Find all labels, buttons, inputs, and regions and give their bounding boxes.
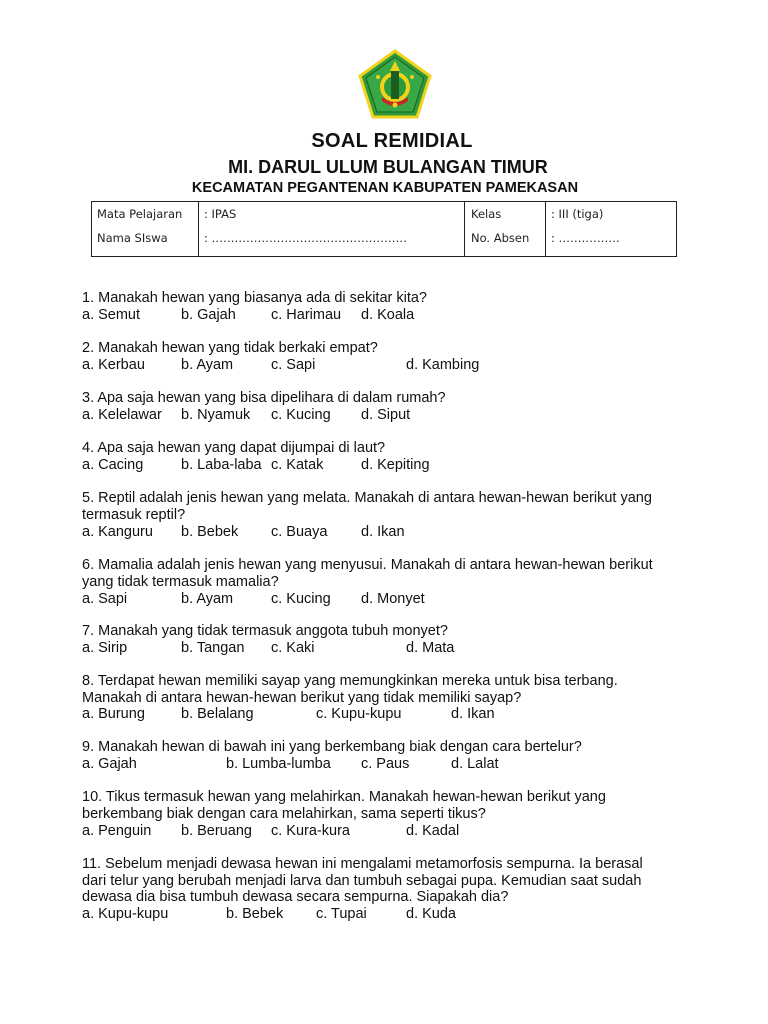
- q3-option-b: b. Nyamuk: [181, 407, 251, 423]
- subject-value: : IPAS: [204, 207, 237, 221]
- question-8-text-line2: Manakah di antara hewan-hewan berikut yang tidak memiliki sayap?: [82, 690, 522, 706]
- question-5-text: 5. Reptil adalah jenis hewan yang melata. Manakah di antara hewan-hewan berikut yang: [82, 490, 652, 506]
- school-name: MI. DARUL ULUM BULANGAN TIMUR: [228, 157, 548, 177]
- q1-option-a: a. Semut: [82, 307, 141, 323]
- question-8-text: 8. Terdapat hewan memiliki sayap yang memungkinkan mereka untuk bisa terbang.: [82, 673, 618, 689]
- q8-option-d: d. Ikan: [451, 706, 495, 722]
- q3-option-c: c. Kucing: [271, 407, 331, 423]
- q6-option-a: a. Sapi: [82, 591, 128, 607]
- question-10-text: 10. Tikus termasuk hewan yang melahirkan. Manakah hewan-hewan berikut yang: [82, 789, 606, 805]
- question-11-text-line2: dari telur yang berubah menjadi larva dan tumbuh sebagai pupa. Kemudian saat sudah: [82, 873, 642, 889]
- absen-value: : …………….: [551, 231, 620, 245]
- q11-option-d: d. Kuda: [406, 906, 456, 922]
- q6-option-c: c. Kucing: [271, 591, 331, 607]
- q1-option-c: c. Harimau: [271, 307, 342, 323]
- question-4-text: 4. Apa saja hewan yang dapat dijumpai di laut?: [82, 440, 386, 456]
- q11-option-c: c. Tupai: [316, 906, 367, 922]
- class-label: Kelas: [471, 207, 502, 221]
- q7-option-b: b. Tangan: [181, 640, 245, 656]
- question-11-text: 11. Sebelum menjadi dewasa hewan ini mengalami metamorfosis sempurna. Ia berasal: [82, 856, 643, 872]
- q5-option-b: b. Bebek: [181, 524, 239, 540]
- q7-option-c: c. Kaki: [271, 640, 315, 656]
- q8-option-a: a. Burung: [82, 706, 145, 722]
- q10-option-b: b. Beruang: [181, 823, 252, 839]
- q10-option-c: c. Kura-kura: [271, 823, 350, 839]
- q2-option-c: c. Sapi: [271, 357, 316, 373]
- q4-option-d: d. Kepiting: [361, 457, 430, 473]
- q4-option-a: a. Cacing: [82, 457, 144, 473]
- q8-option-b: b. Belalang: [181, 706, 254, 722]
- page-title: SOAL REMIDIAL: [311, 130, 473, 152]
- q3-option-a: a. Kelelawar: [82, 407, 162, 423]
- q9-option-a: a. Gajah: [82, 756, 137, 772]
- q2-option-d: d. Kambing: [406, 357, 480, 373]
- q3-option-d: d. Siput: [361, 407, 411, 423]
- name-value: : ……………………………………………: [204, 231, 408, 245]
- q9-option-c: c. Paus: [361, 756, 410, 772]
- school-emblem-icon: [358, 49, 432, 119]
- q4-option-b: b. Laba-laba: [181, 457, 262, 473]
- q2-option-b: b. Ayam: [181, 357, 234, 373]
- q6-option-d: d. Monyet: [361, 591, 425, 607]
- question-10-text-line2: berkembang biak dengan cara melahirkan, sama seperti tikus?: [82, 806, 486, 822]
- q8-option-c: c. Kupu-kupu: [316, 706, 402, 722]
- question-6-text-line2: yang tidak termasuk mamalia?: [82, 574, 279, 590]
- q9-option-b: b. Lumba-lumba: [226, 756, 331, 772]
- q11-option-b: b. Bebek: [226, 906, 284, 922]
- q9-option-d: d. Lalat: [451, 756, 499, 772]
- name-label: Nama SIswa: [97, 231, 168, 245]
- q5-option-a: a. Kanguru: [82, 524, 153, 540]
- q6-option-b: b. Ayam: [181, 591, 234, 607]
- question-5-text-line2: termasuk reptil?: [82, 507, 186, 523]
- q7-option-d: d. Mata: [406, 640, 455, 656]
- student-info-table: [91, 201, 677, 257]
- subject-label: Mata Pelajaran: [97, 207, 183, 221]
- q1-option-d: d. Koala: [361, 307, 415, 323]
- q7-option-a: a. Sirip: [82, 640, 128, 656]
- q10-option-d: d. Kadal: [406, 823, 460, 839]
- question-2-text: 2. Manakah hewan yang tidak berkaki empat?: [82, 340, 378, 356]
- question-3-text: 3. Apa saja hewan yang bisa dipelihara di dalam rumah?: [82, 390, 446, 406]
- q2-option-a: a. Kerbau: [82, 357, 145, 373]
- district-name: KECAMATAN PEGANTENAN KABUPATEN PAMEKASAN: [191, 180, 579, 196]
- absen-label: No. Absen: [471, 231, 530, 245]
- question-9-text: 9. Manakah hewan di bawah ini yang berkembang biak dengan cara bertelur?: [82, 739, 582, 755]
- q5-option-d: d. Ikan: [361, 524, 405, 540]
- q5-option-c: c. Buaya: [271, 524, 328, 540]
- question-6-text: 6. Mamalia adalah jenis hewan yang menyusui. Manakah di antara hewan-hewan berikut: [82, 557, 653, 573]
- question-7-text: 7. Manakah yang tidak termasuk anggota tubuh monyet?: [82, 623, 448, 639]
- class-value: : III (tiga): [551, 207, 604, 221]
- question-11-text-line3: dewasa dia bisa tumbuh dewasa secara sempurna. Siapakah dia?: [82, 889, 509, 905]
- q10-option-a: a. Penguin: [82, 823, 152, 839]
- question-1-text: 1. Manakah hewan yang biasanya ada di sekitar kita?: [82, 290, 427, 306]
- q11-option-a: a. Kupu-kupu: [82, 906, 169, 922]
- q1-option-b: b. Gajah: [181, 307, 236, 323]
- q4-option-c: c. Katak: [271, 457, 324, 473]
